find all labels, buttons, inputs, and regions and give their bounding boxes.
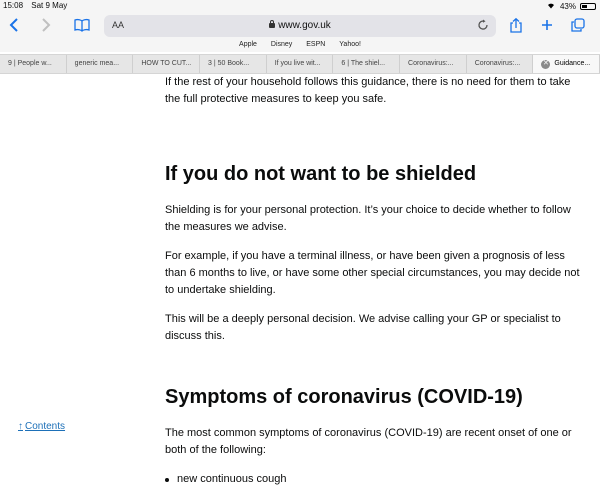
contents-link-label: Contents [25, 421, 66, 432]
tab-3[interactable]: HOW TO CUT... [133, 55, 200, 73]
battery-percent: 43% [559, 1, 576, 11]
paragraph-example: For example, if you have a terminal illness, or have been given a prognosis of less than 6 months to live, or have some other special circumstances, you may decide not to undertake shielding. [165, 250, 580, 296]
share-button[interactable] [506, 15, 526, 35]
contents-link[interactable] [18, 421, 65, 432]
plus-icon [541, 19, 553, 31]
favorite-espn[interactable]: ESPN [306, 41, 326, 48]
book-icon [74, 19, 90, 31]
chevron-right-icon [41, 18, 51, 32]
reader-settings-button[interactable]: AA [112, 20, 125, 30]
battery-icon [580, 3, 596, 10]
reload-icon [477, 19, 489, 31]
favorite-apple[interactable]: Apple [239, 41, 257, 48]
chevron-left-icon [9, 18, 19, 32]
list-item-cough: new continuous cough [165, 471, 585, 488]
tab-strip [0, 54, 600, 74]
share-icon [510, 18, 522, 33]
url-text: www.gov.uk [278, 20, 331, 31]
reload-button[interactable] [476, 18, 490, 32]
address-bar[interactable] [104, 15, 496, 37]
tab-active-label: Guidance... [554, 60, 591, 67]
tab-1[interactable]: 9 | People w... [0, 55, 67, 73]
browser-toolbar [0, 12, 600, 38]
paragraph-symptoms: The most common symptoms of coronavirus (COVID-19) are recent onset of one or both of the following: [165, 427, 572, 456]
paragraph-household: If the rest of your household follows this guidance, there is no need for them to take the full protective measures to keep you safe. [165, 76, 571, 105]
arrow-up-icon: ↑ [18, 421, 23, 432]
heading-symptoms: Symptoms of coronavirus (COVID-19) [165, 386, 523, 408]
tab-4[interactable]: 3 | 50 Book... [200, 55, 267, 73]
forward-button[interactable] [36, 15, 56, 35]
tab-2[interactable]: generic mea... [67, 55, 134, 73]
back-button[interactable] [4, 15, 24, 35]
tabs-icon [571, 18, 585, 32]
favorite-yahoo[interactable]: Yahoo! [339, 41, 361, 48]
status-time: 15:08 [3, 1, 24, 10]
tab-7[interactable]: Coronavirus:... [400, 55, 467, 73]
tab-8[interactable]: Coronavirus:... [467, 55, 534, 73]
heading-not-shielded: If you do not want to be shielded [165, 163, 477, 185]
page-content [165, 74, 585, 488]
tab-active[interactable] [533, 55, 600, 73]
wifi-icon [546, 1, 556, 11]
new-tab-button[interactable] [537, 15, 557, 35]
favorites-bar [0, 38, 600, 52]
paragraph-shielding-choice: Shielding is for your personal protection. It’s your choice to decide whether to follow the measures we advise. [165, 204, 571, 233]
close-tab-icon[interactable]: ✕ [542, 60, 549, 67]
tab-6[interactable]: 6 | The shiel... [333, 55, 400, 73]
bookmarks-button[interactable] [72, 15, 92, 35]
status-bar [0, 0, 600, 12]
tab-overview-button[interactable] [568, 15, 588, 35]
lock-icon [269, 23, 275, 28]
paragraph-personal-decision: This will be a deeply personal decision. We advise calling your GP or specialist to discuss this. [165, 313, 561, 342]
favorite-disney[interactable]: Disney [270, 41, 293, 48]
status-date: Sat 9 May [31, 1, 68, 10]
tab-5[interactable]: If you live wit... [267, 55, 334, 73]
